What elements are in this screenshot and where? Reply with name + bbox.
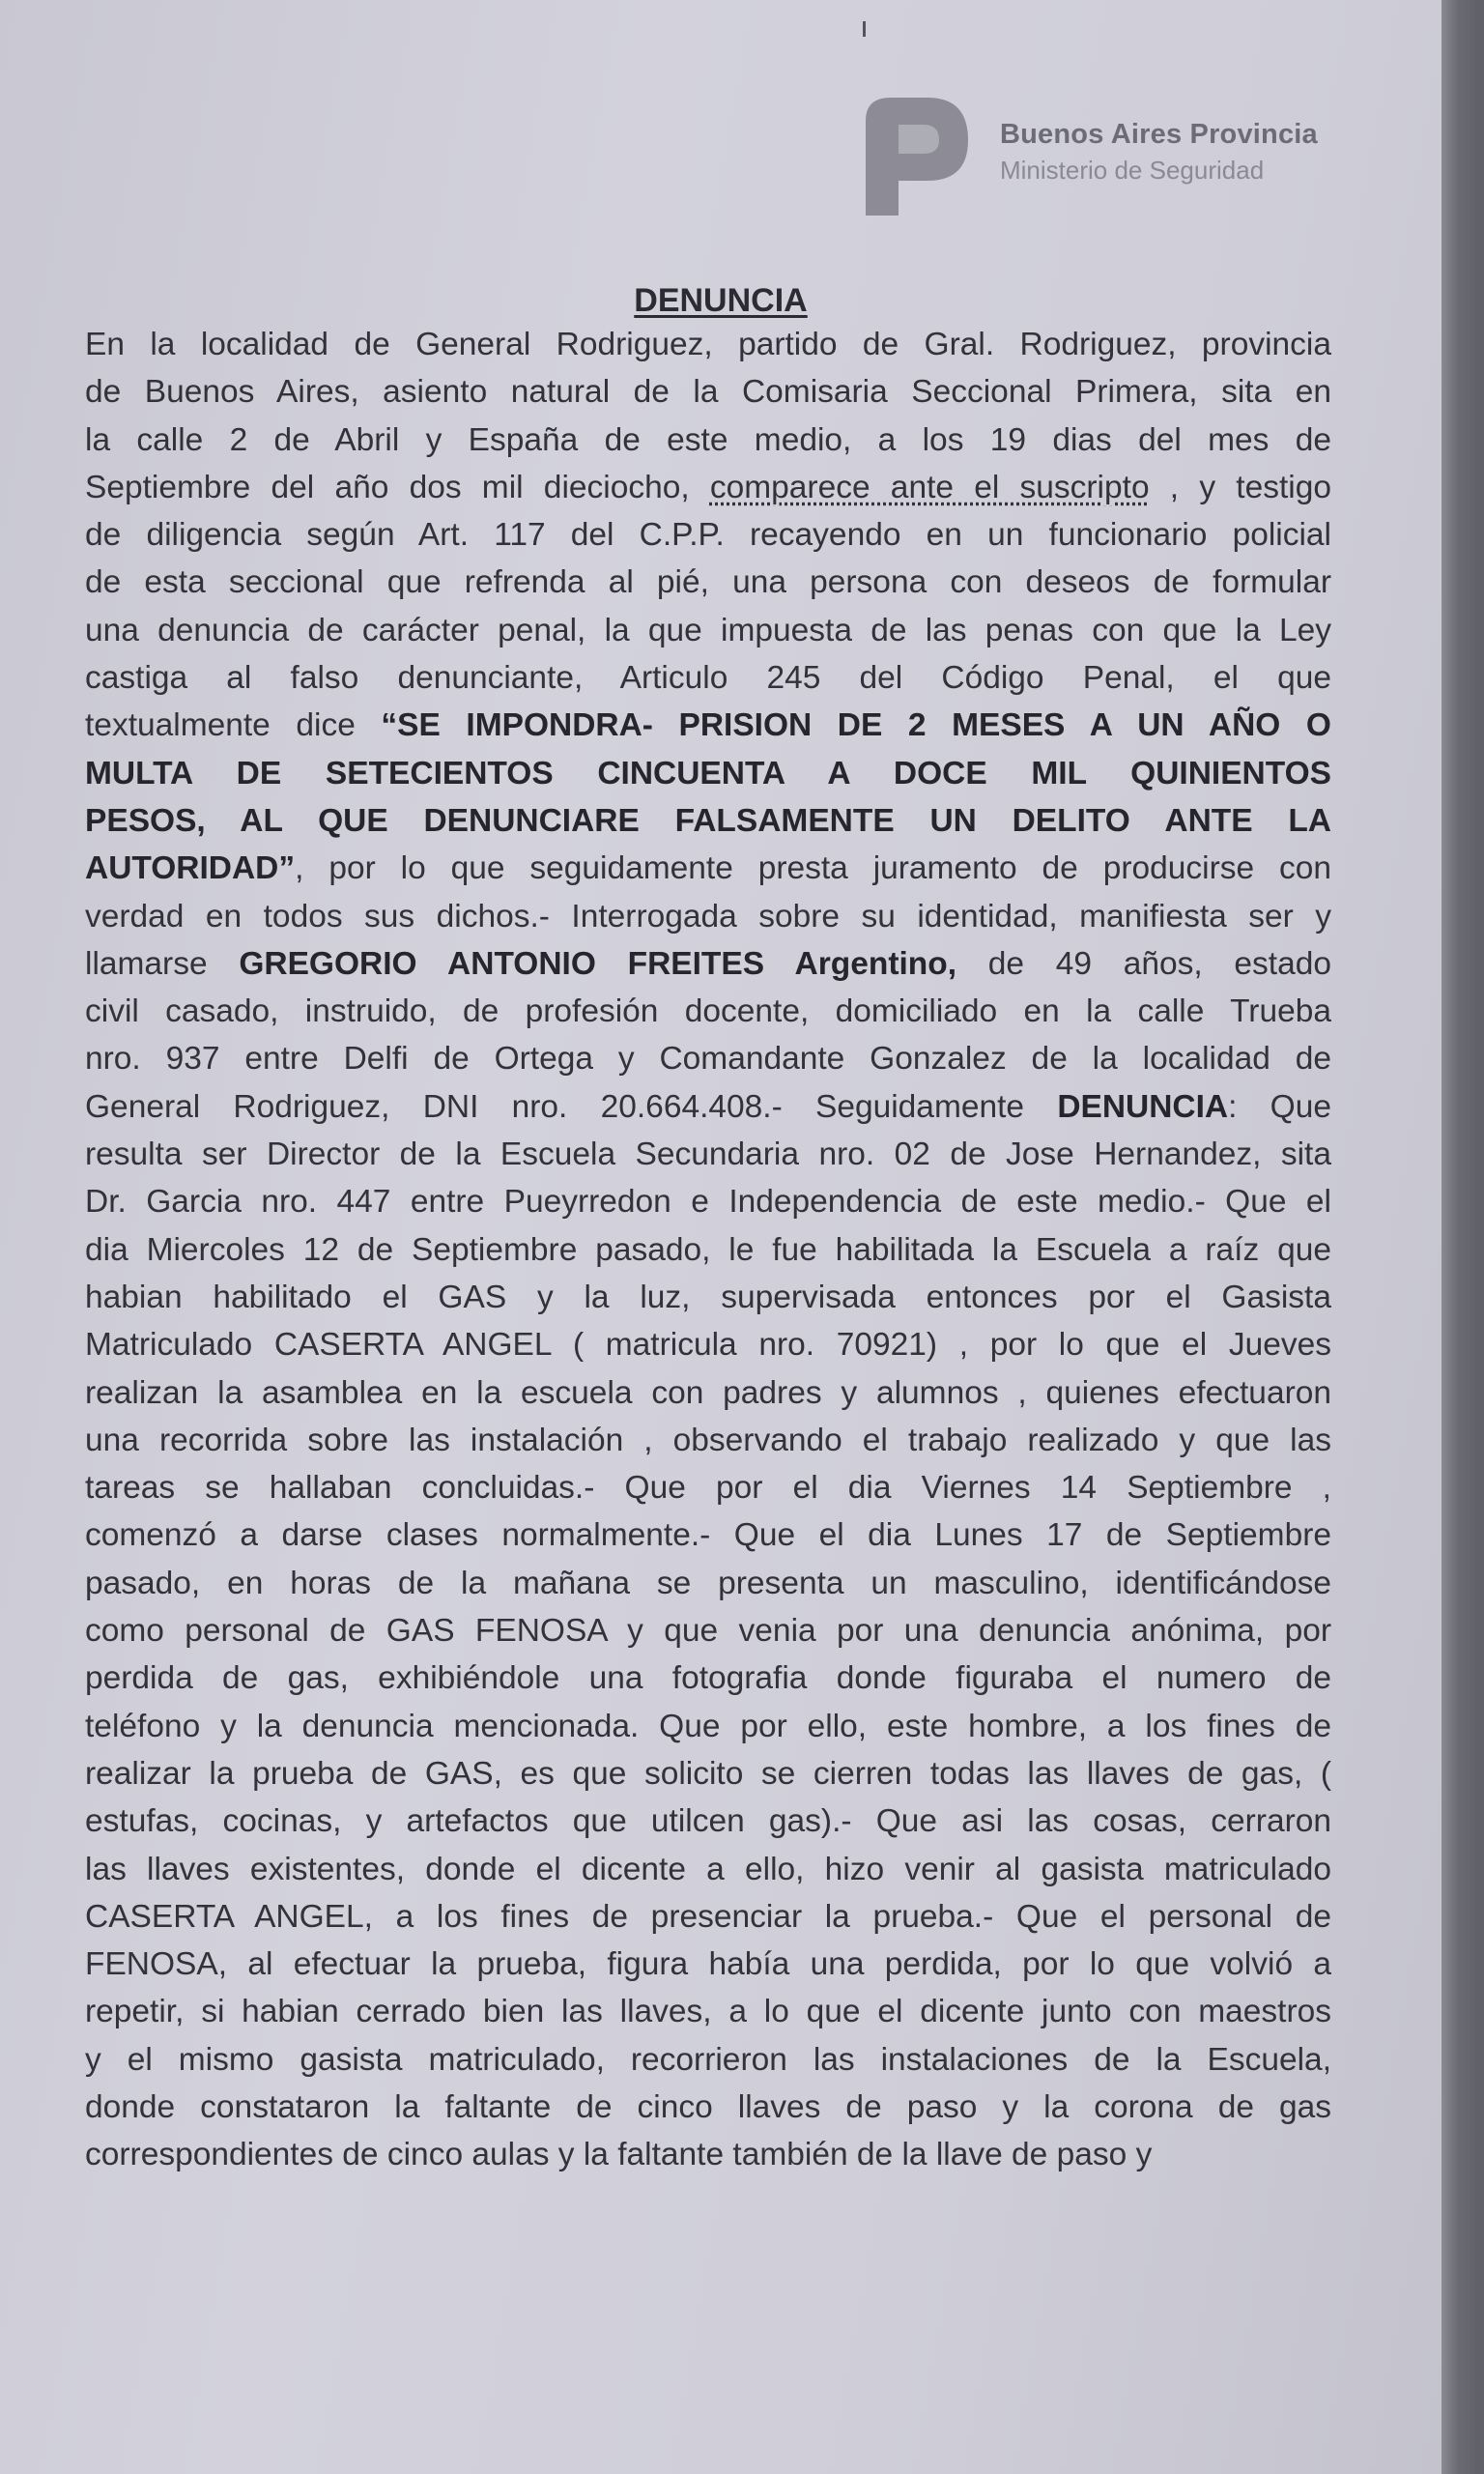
- body-line: [85, 797, 1331, 845]
- document-title: DENUNCIA: [634, 282, 808, 319]
- body-line: [85, 1988, 1331, 2035]
- body-line: [85, 1941, 1331, 1988]
- bold-text: DENUNCIA: [1057, 1088, 1229, 1125]
- body-text-run: de 49 años, estado: [956, 945, 1331, 982]
- bold-text: PESOS, AL QUE DENUNCIARE FALSAMENTE UN DELITO ANTE LA: [85, 802, 1331, 839]
- body-text-run: una recorrida sobre las instalación , observando el trabajo realizado y que las: [85, 1422, 1331, 1458]
- body-line: [85, 1607, 1331, 1654]
- body-line: [85, 1846, 1331, 1893]
- paper-mark: [863, 21, 866, 37]
- body-line: [85, 750, 1331, 797]
- body-text-run: realizar la prueba de GAS, es que solicito se cierren todas las llaves de gas, (: [85, 1755, 1331, 1792]
- bold-text: “SE IMPONDRA- PRISION DE 2 MESES A UN AÑO O: [381, 707, 1331, 744]
- body-text-run: donde constataron la faltante de cinco llaves de paso y la corona de gas: [85, 2088, 1331, 2125]
- background-edge: [1441, 0, 1484, 2474]
- org-name: Buenos Aires Provincia: [1000, 119, 1318, 150]
- body-text-run: , por lo que seguidamente presta juramento de producirse con: [295, 850, 1331, 887]
- body-line: [85, 893, 1331, 940]
- body-line: [85, 417, 1331, 464]
- body-text-run: Matriculado CASERTA ANGEL ( matricula nro. 70921) , por lo que el Jueves: [85, 1327, 1331, 1364]
- body-text-run: perdida de gas, exhibiéndole una fotografia donde figuraba el numero de: [85, 1660, 1331, 1697]
- body-line: [85, 2084, 1331, 2131]
- body-line: [85, 2036, 1331, 2084]
- body-text-run: dia Miercoles 12 de Septiembre pasado, le fue habilitada la Escuela a raíz que: [85, 1231, 1331, 1268]
- body-line: [85, 1131, 1331, 1178]
- body-text-run: una denuncia de carácter penal, la que impuesta de las penas con que la Ley: [85, 612, 1331, 648]
- body-text-run: teléfono y la denuncia mencionada. Que por ello, este hombre, a los fines de: [85, 1708, 1331, 1744]
- body-text-run: nro. 937 entre Delfi de Ortega y Comandante Gonzalez de la localidad de: [85, 1041, 1331, 1078]
- body-text-run: comenzó a darse clases normalmente.- Que el dia Lunes 17 de Septiembre: [85, 1517, 1331, 1554]
- body-line: [85, 1560, 1331, 1607]
- body-line: [85, 1750, 1331, 1798]
- body-text-run: pasado, en horas de la mañana se presenta un masculino, identificándose: [85, 1565, 1331, 1601]
- body-text-run: y el mismo gasista matriculado, recorrieron las instalaciones de la Escuela,: [85, 2041, 1331, 2078]
- body-line: [85, 1083, 1331, 1131]
- body-line: [85, 1226, 1331, 1274]
- body-text-run: : Que: [1228, 1088, 1332, 1125]
- provincia-p-logo-icon: [860, 92, 976, 217]
- body-line: [85, 368, 1331, 416]
- body-text-run: FENOSA, al efectuar la prueba, figura había una perdida, por lo que volvió a: [85, 1946, 1331, 1983]
- body-text-run: llamarse: [85, 945, 240, 982]
- body-text-run: civil casado, instruido, de profesión docente, domiciliado en la calle Trueba: [85, 993, 1331, 1030]
- body-line: [85, 845, 1331, 892]
- body-line: [85, 1798, 1331, 1845]
- body-text-run: realizan la asamblea en la escuela con padres y alumnos , quienes efectuaron: [85, 1374, 1331, 1411]
- body-line: [85, 1464, 1331, 1511]
- body-text-run: resulta ser Director de la Escuela Secundaria nro. 02 de Jose Hernandez, sita: [85, 1136, 1331, 1173]
- underlined-text: comparece ante el suscripto: [709, 469, 1150, 505]
- body-line: [85, 1369, 1331, 1417]
- body-line: [85, 1417, 1331, 1464]
- body-text-run: la calle 2 de Abril y España de este medio, a los 19 dias del mes de: [85, 421, 1331, 458]
- body-line: [85, 1178, 1331, 1225]
- body-line: [85, 1035, 1331, 1082]
- body-text-run: correspondientes de cinco aulas y la faltante también de la llave de paso y: [85, 2137, 1153, 2173]
- body-line: [85, 1511, 1331, 1559]
- body-line: [85, 654, 1331, 702]
- body-line: [85, 607, 1331, 654]
- body-text-run: textualmente dice: [85, 707, 382, 744]
- bold-text: GREGORIO ANTONIO FREITES Argentino,: [239, 945, 957, 982]
- body-text-run: de esta seccional que refrenda al pié, una persona con deseos de formular: [85, 564, 1331, 601]
- body-line: [85, 940, 1331, 988]
- body-line: [85, 464, 1331, 511]
- body-line: [85, 1654, 1331, 1702]
- body-text-run: habian habilitado el GAS y la luz, supervisada entonces por el Gasista: [85, 1279, 1331, 1315]
- bold-text: AUTORIDAD”: [85, 850, 296, 887]
- body-text-run: como personal de GAS FENOSA y que venia por una denuncia anónima, por: [85, 1613, 1331, 1650]
- body-line: [85, 1274, 1331, 1321]
- org-subtitle: Ministerio de Seguridad: [1000, 156, 1265, 185]
- body-text-run: repetir, si habian cerrado bien las llaves, a lo que el dicente junto con maestros: [85, 1994, 1331, 2030]
- body-text-run: Septiembre del año dos mil dieciocho,: [85, 469, 710, 505]
- body-line: [85, 702, 1331, 749]
- document-body: [85, 321, 1331, 2179]
- body-text-run: verdad en todos sus dichos.- Interrogada sobre su identidad, manifiesta ser y: [85, 898, 1331, 935]
- body-text-run: CASERTA ANGEL, a los fines de presenciar la prueba.- Que el personal de: [85, 1898, 1331, 1935]
- body-line: [85, 1321, 1331, 1368]
- body-line: [85, 321, 1331, 368]
- body-text-run: , y testigo: [1149, 469, 1331, 505]
- body-text-run: tareas se hallaban concluidas.- Que por el dia Viernes 14 Septiembre ,: [85, 1470, 1331, 1507]
- body-line: [85, 1893, 1331, 1941]
- body-text-run: En la localidad de General Rodriguez, partido de Gral. Rodriguez, provincia: [85, 327, 1331, 362]
- body-line: [85, 511, 1331, 559]
- body-line: [85, 2131, 1331, 2178]
- body-line: [85, 1703, 1331, 1750]
- body-text-run: General Rodriguez, DNI nro. 20.664.408.- Seguidamente: [85, 1088, 1058, 1125]
- body-text-run: Dr. Garcia nro. 447 entre Pueyrredon e Independencia de este medio.- Que el: [85, 1184, 1331, 1221]
- body-text-run: de diligencia según Art. 117 del C.P.P. recayendo en un funcionario policial: [85, 517, 1331, 554]
- bold-text: MULTA DE SETECIENTOS CINCUENTA A DOCE MIL QUINIENTOS: [85, 755, 1331, 791]
- body-line: [85, 988, 1331, 1035]
- body-line: [85, 559, 1331, 606]
- body-text-run: castiga al falso denunciante, Articulo 245 del Código Penal, el que: [85, 660, 1331, 697]
- body-text-run: estufas, cocinas, y artefactos que utilcen gas).- Que asi las cosas, cerraron: [85, 1803, 1331, 1840]
- letterhead: [860, 92, 1401, 217]
- body-text-run: las llaves existentes, donde el dicente a ello, hizo venir al gasista matriculado: [85, 1851, 1331, 1887]
- body-text-run: de Buenos Aires, asiento natural de la Comisaria Seccional Primera, sita en: [85, 374, 1331, 411]
